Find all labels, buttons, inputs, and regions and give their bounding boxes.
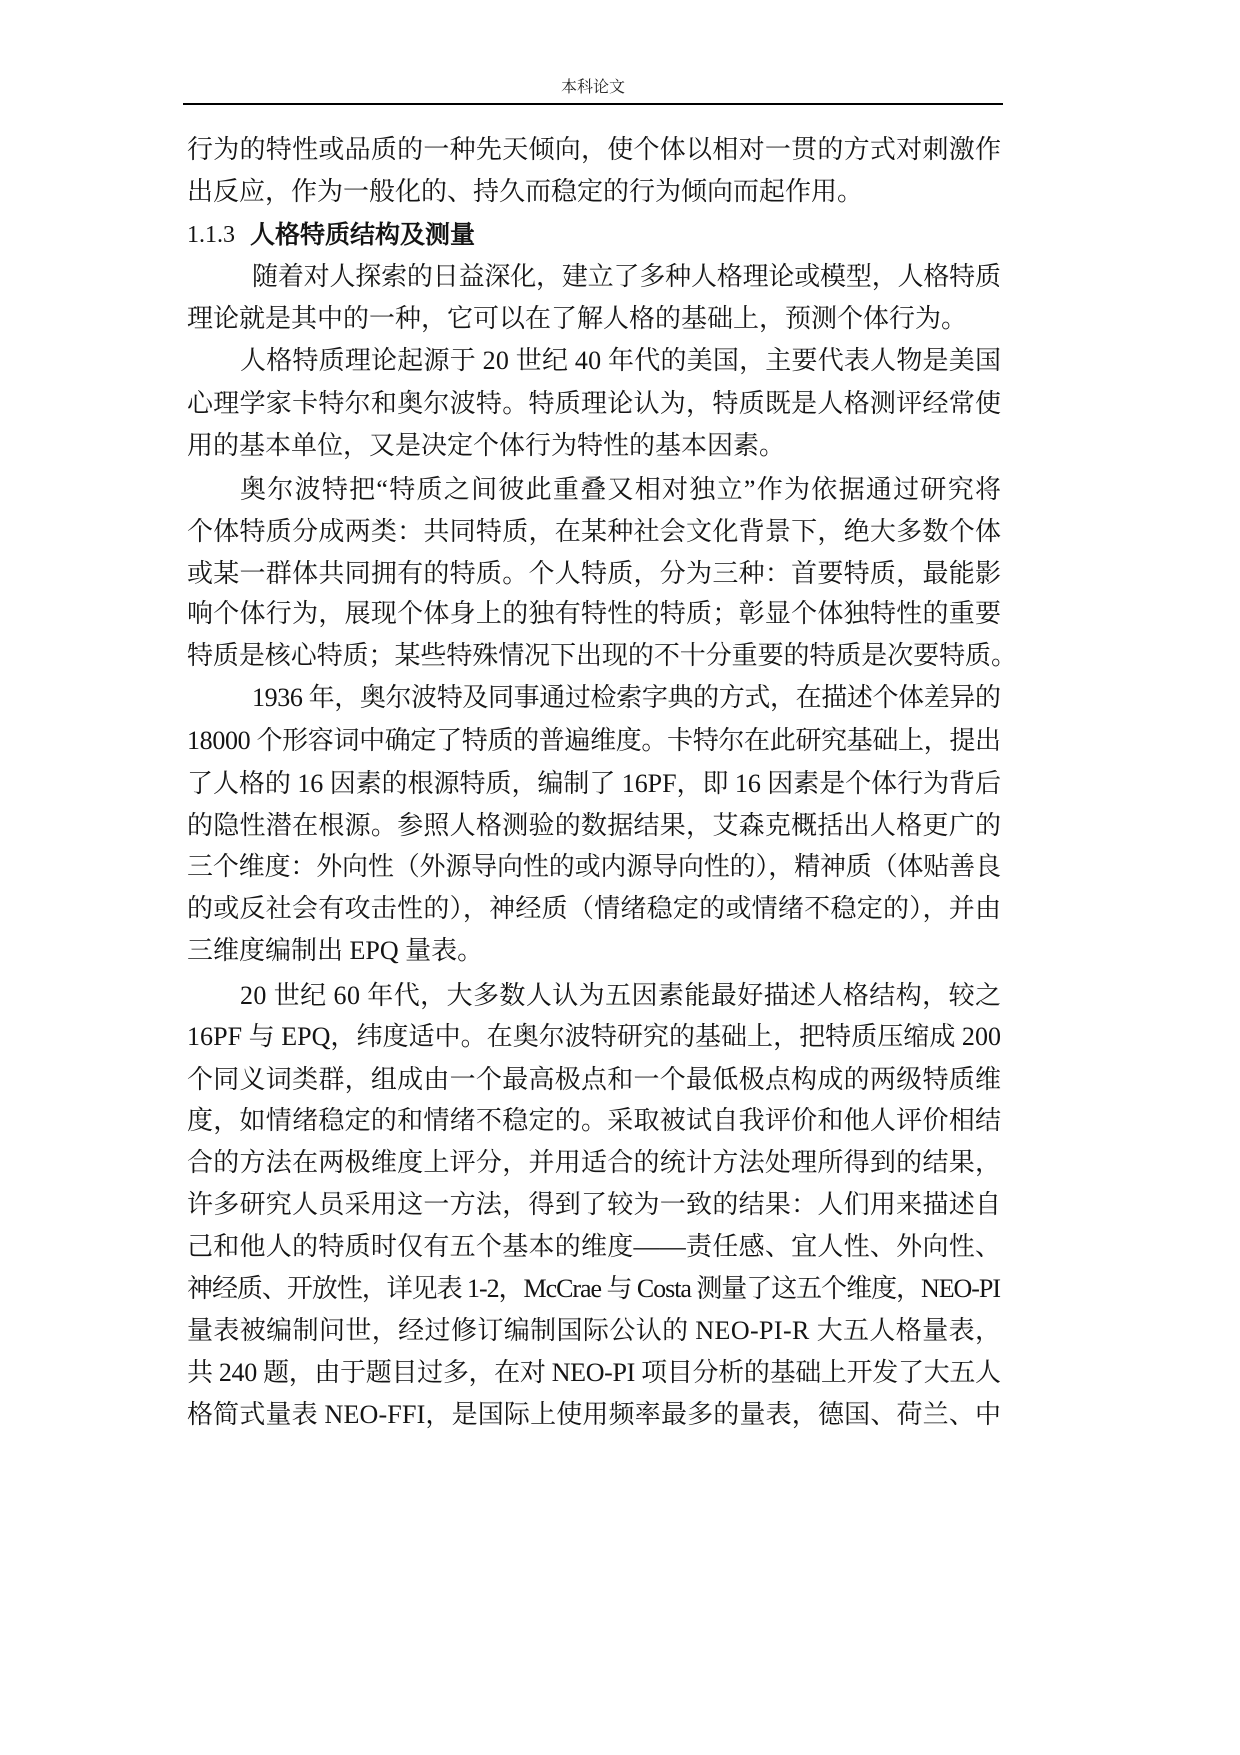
paragraph-line: 随着对人探索的日益深化，建立了多种人格理论或模型，人格特质 xyxy=(252,262,1001,291)
paragraph-line: 三个维度：外向性（外源导向性的或内源导向性的），精神质（体贴善良 xyxy=(187,852,1001,881)
header-rule xyxy=(183,103,1003,105)
paragraph-line: 合的方法在两极维度上评分，并用适合的统计方法处理所得到的结果， xyxy=(187,1148,1002,1177)
paragraph-line: 的或反社会有攻击性的），神经质（情绪稳定的或情绪不稳定的），并由 xyxy=(187,894,1002,923)
paragraph-line: 许多研究人员采用这一方法，得到了较为一致的结果：人们用来描述自 xyxy=(187,1190,1002,1219)
paragraph-line: 1936 年，奥尔波特及同事通过检索字典的方式，在描述个体差异的 xyxy=(252,683,1001,712)
section-number: 1.1.3 xyxy=(187,222,235,248)
paragraph-line: 神经质、开放性，详见表 1-2，McCrae 与 Costa 测量了这五个维度，NEO-PI xyxy=(187,1274,1000,1303)
paragraph-line: 的隐性潜在根源。参照人格测验的数据结果，艾森克概括出人格更广的 xyxy=(187,811,1002,840)
paragraph-line: 18000 个形容词中确定了特质的普遍维度。卡特尔在此研究基础上，提出 xyxy=(187,726,1001,755)
paragraph-line: 心理学家卡特尔和奥尔波特。特质理论认为，特质既是人格测评经常使 xyxy=(187,389,1002,418)
paragraph-line: 响个体行为，展现个体身上的独有特性的特质；彰显个体独特性的重要 xyxy=(187,599,1002,628)
paragraph-line: 理论就是其中的一种，它可以在了解人格的基础上，预测个体行为。 xyxy=(187,304,968,333)
paragraph-line: 用的基本单位，又是决定个体行为特性的基本因素。 xyxy=(187,431,786,460)
paragraph-line: 格简式量表 NEO-FFI，是国际上使用频率最多的量表，德国、荷兰、中 xyxy=(187,1400,1002,1429)
paragraph-line: 个体特质分成两类：共同特质，在某种社会文化背景下，绝大多数个体 xyxy=(187,517,1002,546)
paragraph-line: 行为的特性或品质的一种先天倾向，使个体以相对一贯的方式对刺激作 xyxy=(187,135,1002,164)
paragraph-line: 人格特质理论起源于 20 世纪 40 年代的美国，主要代表人物是美国 xyxy=(240,346,1002,375)
paragraph-line: 共 240 题，由于题目过多，在对 NEO-PI 项目分析的基础上开发了大五人 xyxy=(187,1358,1001,1387)
paragraph-line: 量表被编制问世，经过修订编制国际公认的 NEO-PI-R 大五人格量表， xyxy=(187,1316,1002,1345)
paragraph-line: 出反应，作为一般化的、持久而稳定的行为倾向而起作用。 xyxy=(187,177,864,206)
paragraph-line: 16PF 与 EPQ，纬度适中。在奥尔波特研究的基础上，把特质压缩成 200 xyxy=(187,1022,1002,1051)
paragraph-line: 奥尔波特把“特质之间彼此重叠又相对独立”作为依据通过研究将 xyxy=(240,475,1003,504)
paragraph-line: 20 世纪 60 年代，大多数人认为五因素能最好描述人格结构，较之 xyxy=(240,981,1002,1010)
paragraph-line: 或某一群体共同拥有的特质。个人特质，分为三种：首要特质，最能影 xyxy=(187,559,1002,588)
section-title: 人格特质结构及测量 xyxy=(250,221,476,249)
running-header: 本科论文 xyxy=(560,79,625,96)
paragraph-line: 三维度编制出 EPQ 量表。 xyxy=(187,936,484,965)
paragraph-line: 度，如情绪稳定的和情绪不稳定的。采取被试自我评价和他人评价相结 xyxy=(187,1106,1002,1135)
paragraph-line: 特质是核心特质；某些特殊情况下出现的不十分重要的特质是次要特质。 xyxy=(187,641,1017,670)
paragraph-line: 个同义词类群，组成由一个最高极点和一个最低极点构成的两级特质维 xyxy=(187,1065,1002,1094)
paragraph-line: 己和他人的特质时仅有五个基本的维度——责任感、宜人性、外向性、 xyxy=(187,1232,1002,1261)
paragraph-line: 了人格的 16 因素的根源特质，编制了 16PF，即 16 因素是个体行为背后 xyxy=(187,769,1001,798)
